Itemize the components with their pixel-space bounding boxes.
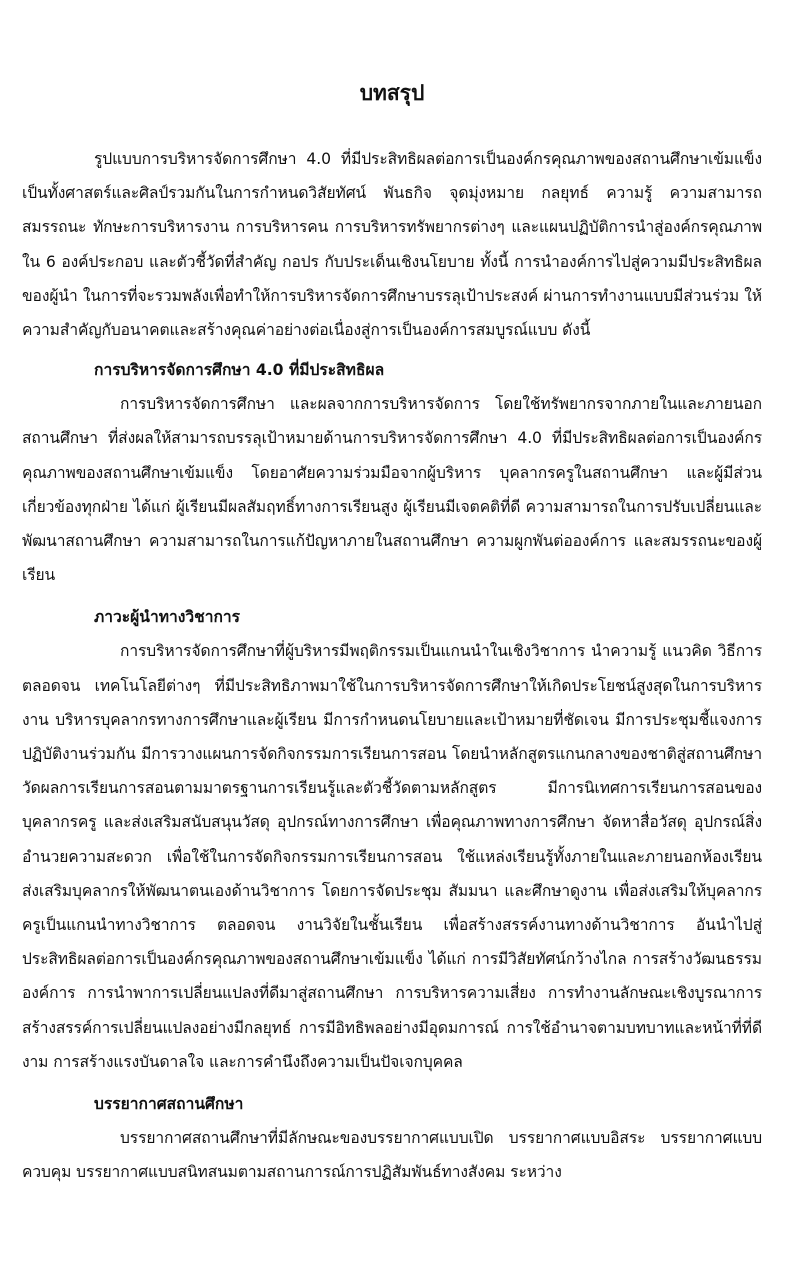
section-academic-leadership <box>22 600 762 1079</box>
section-heading: ภาวะผู้นำทางวิชาการ <box>94 608 241 627</box>
section-school-climate <box>22 1087 762 1189</box>
section-paragraph: การบริหารจัดการศึกษา และผลจากการบริหารจัดการ โดยใช้ทรัพยากรจากภายในและภายนอกสถานศึกษา ที่ส่งผลให้สามารถบรรลุเป้าหมายด้านการบริหารจัดการศึกษา 4.0 ที่มีประสิทธิผลต่อการเป็นองค์กรคุณภาพของสถานศึกษาเข้มแข็ง โดยอาศัยความร่วมมือจากผู้บริหาร บุคลากรครูในสถานศึกษา และผู้มีส่วนเกี่ยวข้องทุกฝ่าย ได้แก่ ผู้เรียนมีผลสัมฤทธิ์ทางการเรียนสูง ผู้เรียนมีเจตคติที่ดี ความสามารถในการปรับเปลี่ยนและพัฒนาสถานศึกษา ความสามารถในการแก้ปัญหาภายในสถานศึกษา ความผูกพันต่อองค์การ และสมรรถนะของผู้เรียน <box>22 395 762 585</box>
section-paragraph: การบริหารจัดการศึกษาที่ผู้บริหารมีพฤติกรรมเป็นแกนนำในเชิงวิชาการ นำความรู้ แนวคิด วิธีการ ตลอดจน เทคโนโลยีต่างๆ ที่มีประสิทธิภาพมาใช้ในการบริหารจัดการศึกษาให้เกิดประโยชน์สูงสุดในการบริหารงาน บริหารบุคลากรทางการศึกษาและผู้เรียน มีการกำหนดนโยบายและเป้าหมายที่ชัดเจน มีการประชุมชี้แจงการปฏิบัติงานร่วมกัน มีการวางแผนการจัดกิจกรรมการเรียนการสอน โดยนำหลักสูตรแกนกลางของชาติสู่สถานศึกษา วัดผลการเรียนการสอนตามมาตรฐานการเรียนรู้และตัวชี้วัดตามหลักสูตร มีการนิเทศการเรียนการสอนของบุคลากรครู และส่งเสริมสนับสนุนวัสดุ อุปกรณ์ทางการศึกษา เพื่อคุณภาพทางการศึกษา จัดหาสื่อวัสดุ อุปกรณ์สิ่งอำนวยความสะดวก เพื่อใช้ในการจัดกิจกรรมการเรียนการสอน ใช้แหล่งเรียนรู้ทั้งภายในและภายนอกห้องเรียน ส่งเสริมบุคลากรให้พัฒนาตนเองด้านวิชาการ โดยการจัดประชุม สัมมนา และศึกษาดูงาน เพื่อส่งเสริมให้บุคลากรครูเป็นแกนนำทางวิชาการ ตลอดจน งานวิจัยในชั้นเรียน เพื่อสร้างสรรค์งานทางด้านวิชาการ อันนำไปสู่ประสิทธิผลต่อการเป็นองค์กรคุณภาพของสถานศึกษาเข้มแข็ง ได้แก่ การมีวิสัยทัศน์กว้างไกล การสร้างวัฒนธรรมองค์การ การนำพาการเปลี่ยนแปลงที่ดีมาสู่สถานศึกษา การบริหารความเสี่ยง การทำงานลักษณะเชิงบูรณาการ สร้างสรรค์การเปลี่ยนแปลงอย่างมีกลยุทธ์ การมีอิทธิพลอย่างมีอุดมการณ์ การใช้อำนาจตามบทบาทและหน้าที่ที่ดีงาม การสร้างแรงบันดาลใจ และการคำนึงถึงความเป็นปัจเจกบุคคล <box>22 642 762 1071</box>
section-effective-management <box>22 353 762 592</box>
section-paragraph: บรรยากาศสถานศึกษาที่มีลักษณะของบรรยากาศแบบเปิด บรรยากาศแบบอิสระ บรรยากาศแบบควบคุม บรรยากาศแบบสนิทสนมตามสถานการณ์การปฏิสัมพันธ์ทางสังคม ระหว่าง <box>22 1129 762 1182</box>
section-heading: บรรยากาศสถานศึกษา <box>94 1095 244 1114</box>
page-title: บทสรุป <box>359 81 425 105</box>
section-heading: การบริหารจัดการศึกษา 4.0 ที่มีประสิทธิผล <box>94 361 385 380</box>
intro-paragraph: รูปแบบการบริหารจัดการศึกษา 4.0 ที่มีประสิทธิผลต่อการเป็นองค์กรคุณภาพของสถานศึกษาเข้มแข็ง เป็นทั้งศาสตร์และศิลป์รวมกันในการกำหนดวิสัยทัศน์ พันธกิจ จุดมุ่งหมาย กลยุทธ์ ความรู้ ความสามารถ สมรรถนะ ทักษะการบริหารงาน การบริหารคน การบริหารทรัพยากรต่างๆ และแผนปฏิบัติการนำสู่องค์กรคุณภาพ ใน 6 องค์ประกอบ และตัวชี้วัดที่สำคัญ กอปร กับประเด็นเชิงนโยบาย ทั้งนี้ การนำองค์การไปสู่ความมีประสิทธิผลของผู้นำ ในการที่จะรวมพลังเพื่อทำให้การบริหารจัดการศึกษาบรรลุเป้าประสงค์ ผ่านการทำงานแบบมีส่วนร่วม ให้ความสำคัญกับอนาคตและสร้างคุณค่าอย่างต่อเนื่องสู่การเป็นองค์การสมบูรณ์แบบ ดังนี้ <box>22 150 762 340</box>
